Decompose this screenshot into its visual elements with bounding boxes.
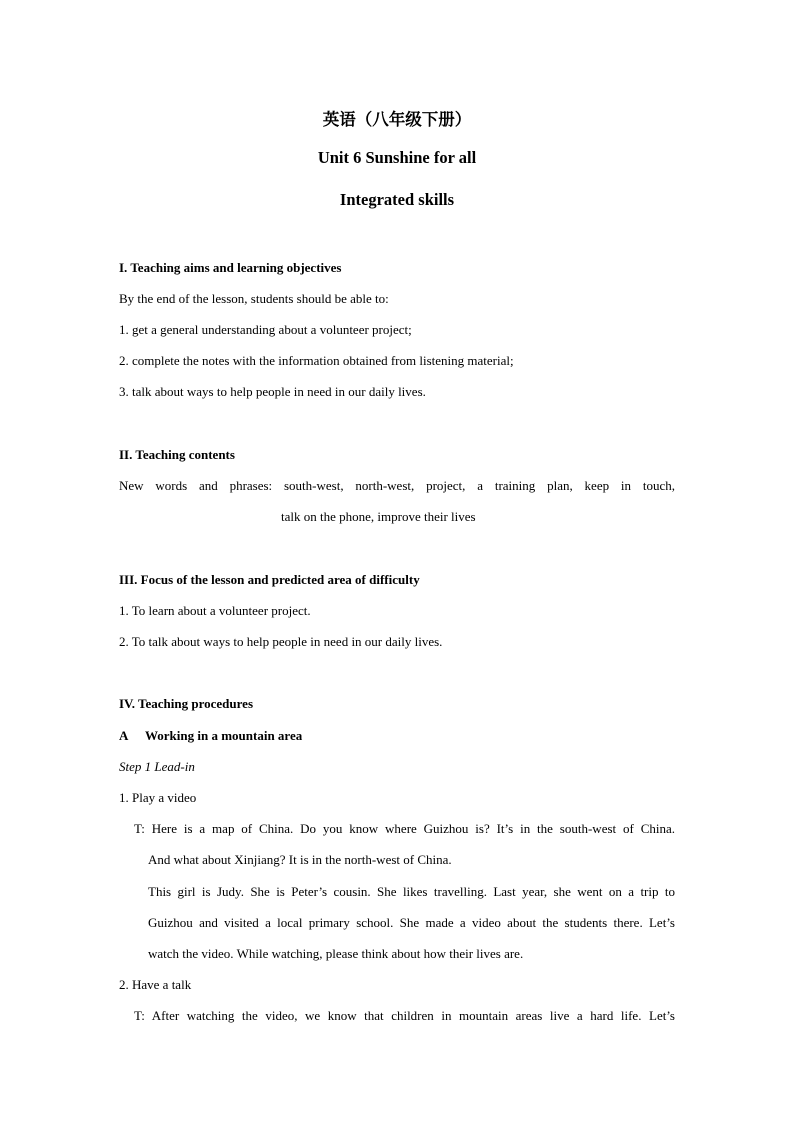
teacher-line-2: And what about Xinjiang? It is in the north-west of China. (148, 852, 452, 867)
subject-title: 英语（八年级下册） (322, 110, 472, 129)
subsection-a-letter: A (119, 728, 129, 743)
section-2-contents-line-1: New words and phrases: south-west, north-west, project, a training plan, keep in touch, (119, 478, 675, 493)
section-1-item-1: 1. get a general understanding about a volunteer project; (119, 322, 412, 337)
lesson-title: Integrated skills (339, 190, 455, 209)
teacher-line-3: This girl is Judy. She is Peter’s cousin. She likes travelling. Last year, she went on a trip to (148, 884, 675, 899)
subsection-a-title: Working in a mountain area (145, 728, 303, 743)
section-3-item-2: 2. To talk about ways to help people in need in our daily lives. (119, 634, 443, 649)
section-3-heading: III. Focus of the lesson and predicted area of difficulty (119, 572, 420, 587)
section-1-item-2: 2. complete the notes with the information obtained from listening material; (119, 353, 514, 368)
section-4-heading: IV. Teaching procedures (119, 696, 254, 711)
teacher-line-1: T: Here is a map of China. Do you know where Guizhou is? It’s in the south-west of China. (134, 821, 675, 836)
section-1-intro: By the end of the lesson, students should be able to: (119, 291, 389, 306)
procedure-item-1: 1. Play a video (119, 790, 197, 805)
section-3-item-1: 1. To learn about a volunteer project. (119, 603, 311, 618)
section-2-contents-line-2: talk on the phone, improve their lives (281, 509, 476, 524)
teacher-line-4: Guizhou and visited a local primary school. She made a video about the students there. Let’s (148, 915, 675, 930)
procedure-item-2: 2. Have a talk (119, 977, 192, 992)
unit-title: Unit 6 Sunshine for all (317, 148, 477, 167)
section-2-heading: II. Teaching contents (119, 447, 235, 462)
teacher-line-5: watch the video. While watching, please think about how their lives are. (148, 946, 524, 961)
teacher-line-6: T: After watching the video, we know that children in mountain areas live a hard life. Let’s (134, 1008, 675, 1023)
section-1-item-3: 3. talk about ways to help people in need in our daily lives. (119, 384, 426, 399)
section-1-heading: I. Teaching aims and learning objectives (119, 260, 342, 275)
step-1-heading: Step 1 Lead-in (119, 759, 195, 774)
